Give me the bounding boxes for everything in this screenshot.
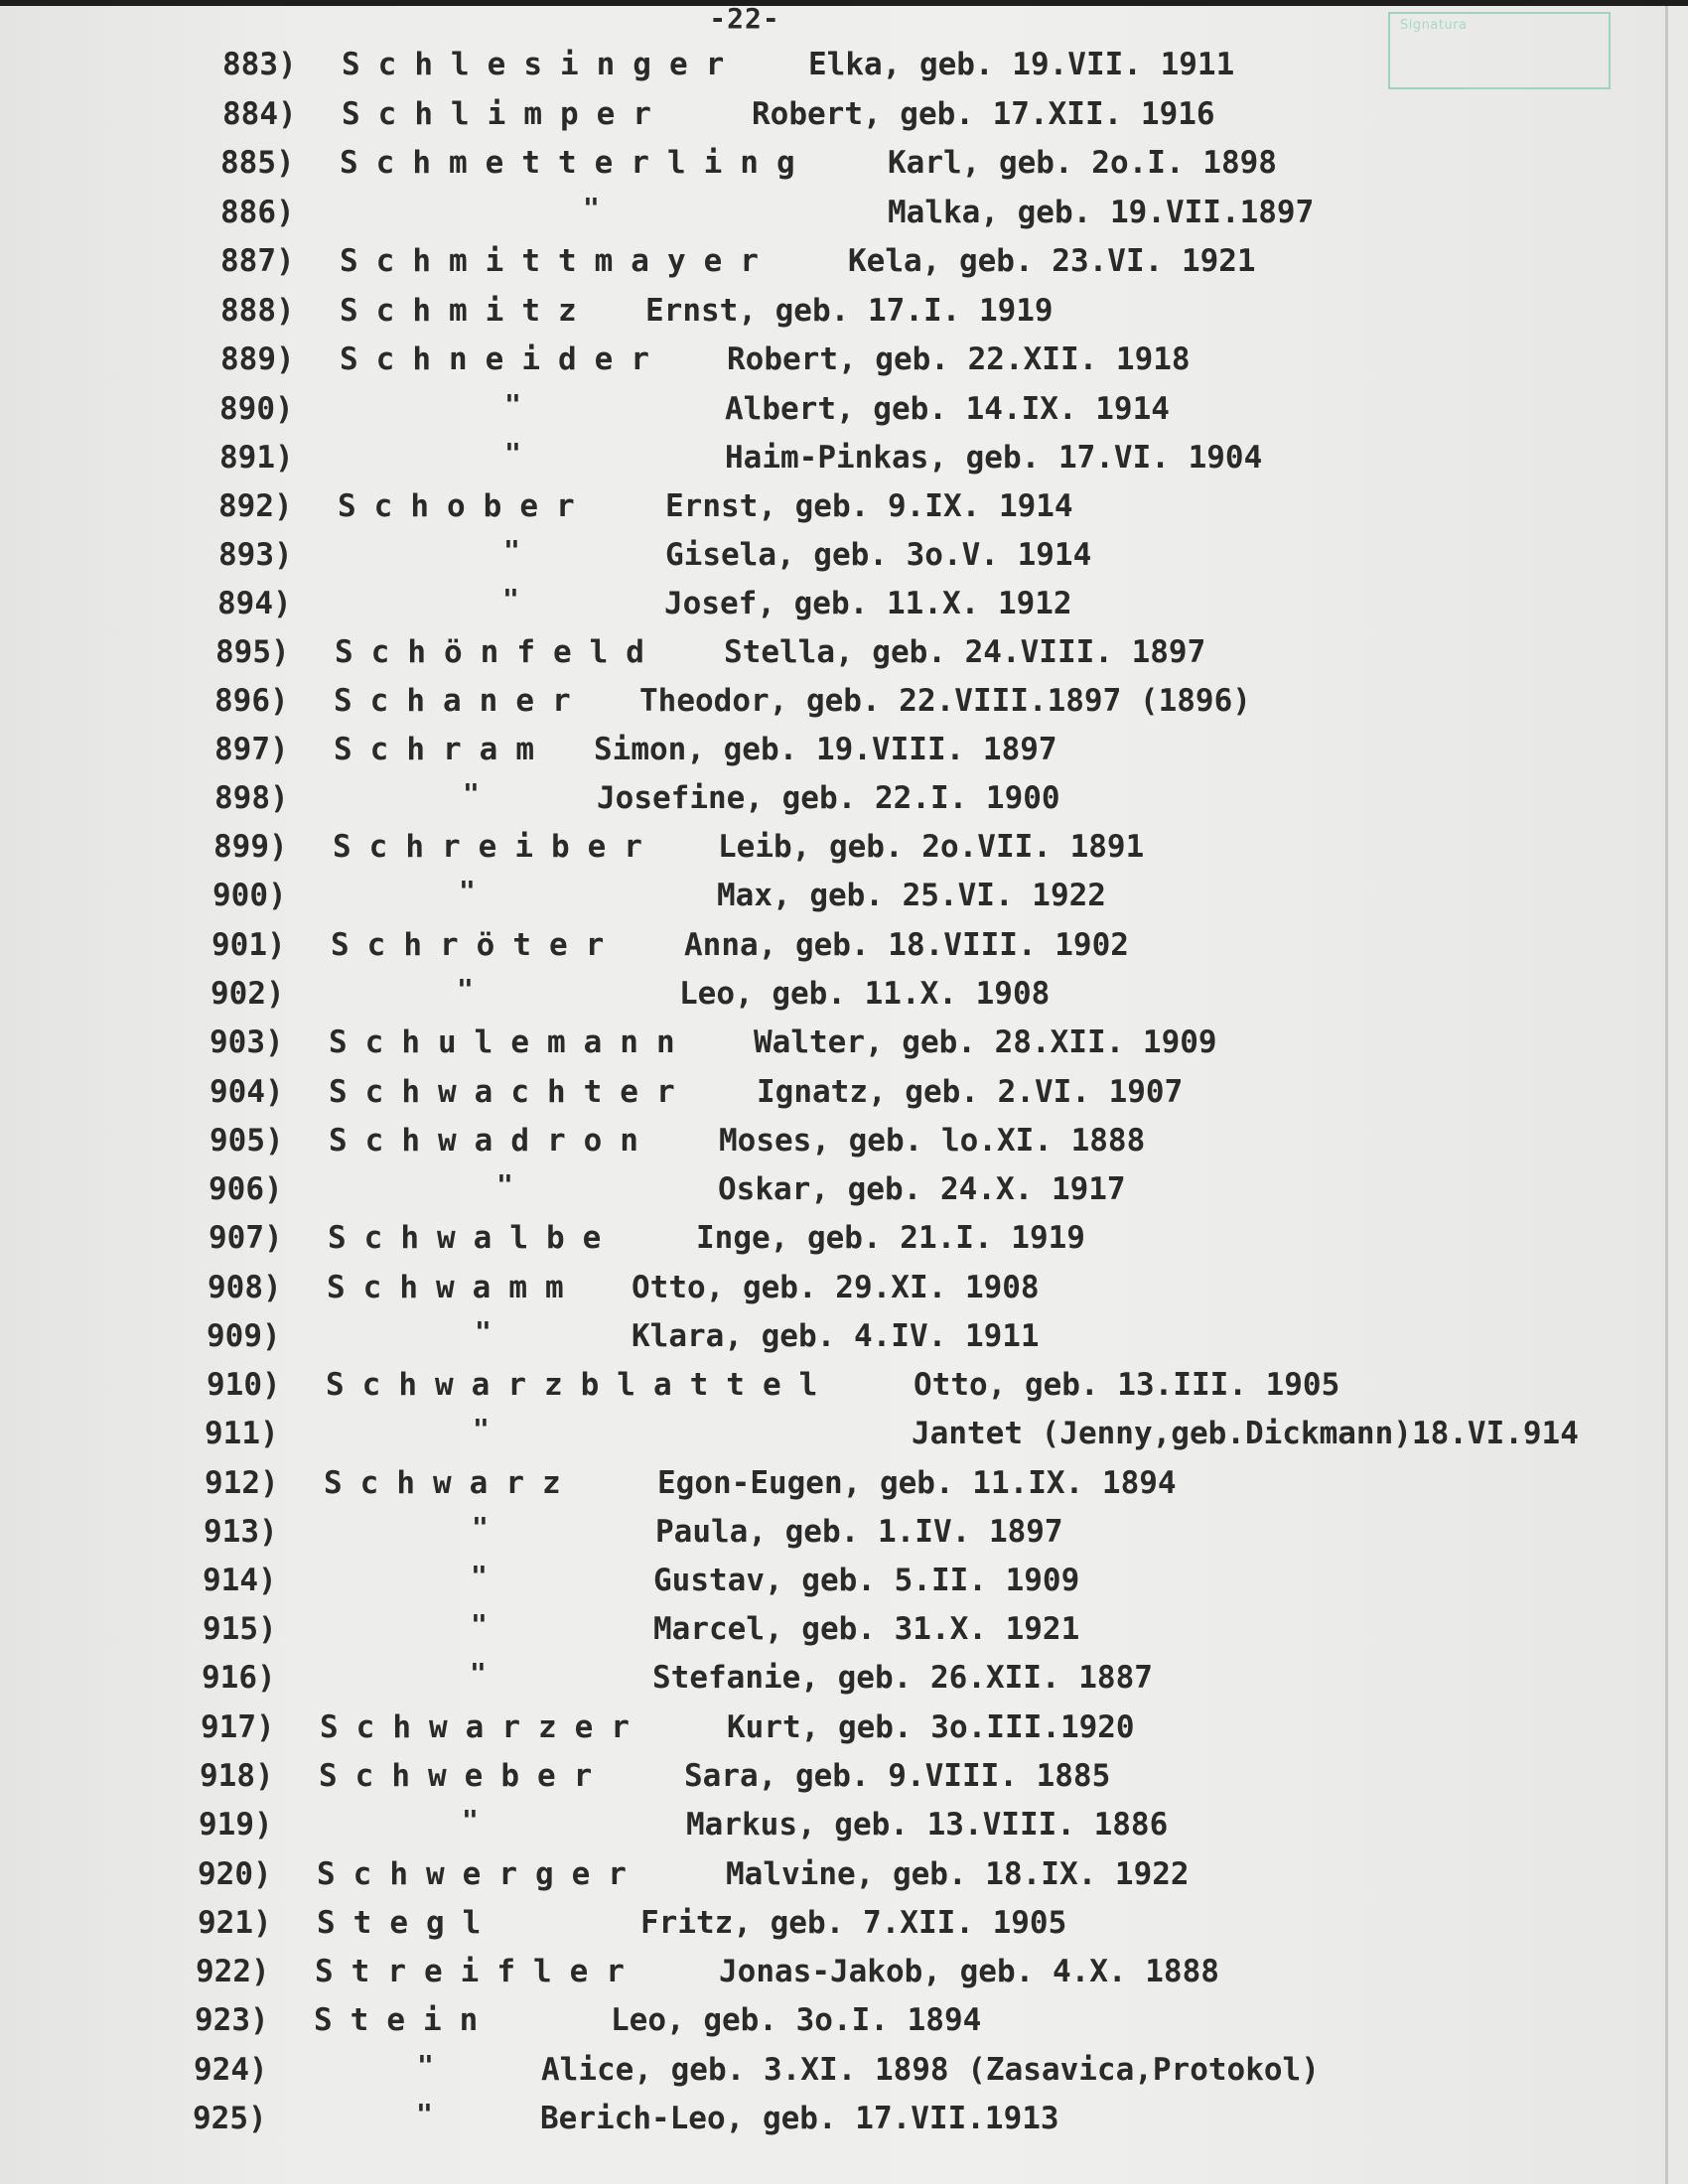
entry-number: 902) bbox=[211, 976, 285, 1012]
entry-surname: Stein bbox=[314, 2002, 496, 2038]
entry-details: Stefanie, geb. 26.XII. 1887 bbox=[652, 1660, 1153, 1696]
entry-details: Otto, geb. 29.XI. 1908 bbox=[632, 1270, 1040, 1305]
entry-number: 888) bbox=[220, 293, 295, 329]
entry-details: Fritz, geb. 7.XII. 1905 bbox=[640, 1905, 1067, 1941]
ditto-mark: " bbox=[583, 192, 600, 224]
list-item bbox=[210, 1021, 1658, 1064]
ditto-mark: " bbox=[504, 437, 521, 470]
entry-number: 916) bbox=[202, 1660, 276, 1696]
list-item bbox=[207, 1363, 1658, 1407]
entry-number: 906) bbox=[209, 1171, 283, 1207]
list-item bbox=[208, 1266, 1658, 1309]
ditto-mark: " bbox=[496, 1168, 513, 1201]
list-item bbox=[194, 2048, 1658, 2092]
entry-details: Markus, geb. 13.VIII. 1886 bbox=[686, 1807, 1169, 1843]
entry-surname: Schönfeld bbox=[335, 634, 662, 670]
list-item bbox=[201, 1706, 1658, 1749]
entry-surname: Stegl bbox=[317, 1905, 499, 1941]
ditto-mark: " bbox=[502, 583, 519, 615]
entry-details: Alice, geb. 3.XI. 1898 (Zasavica,Protokol) bbox=[541, 2052, 1320, 2088]
entry-details: Ignatz, geb. 2.VI. 1907 bbox=[757, 1074, 1184, 1110]
entry-details: Ernst, geb. 9.IX. 1914 bbox=[665, 488, 1073, 524]
scan-top-edge bbox=[0, 0, 1688, 6]
entry-number: 886) bbox=[220, 195, 295, 230]
list-item bbox=[202, 1656, 1658, 1700]
list-item bbox=[205, 1412, 1658, 1455]
list-item bbox=[204, 1510, 1658, 1554]
ditto-mark: " bbox=[471, 1560, 488, 1592]
entry-details: Ernst, geb. 17.I. 1919 bbox=[645, 293, 1054, 329]
list-item bbox=[193, 2097, 1658, 2140]
entry-details: Josef, geb. 11.X. 1912 bbox=[664, 586, 1072, 621]
entry-number: 905) bbox=[210, 1123, 284, 1159]
entry-details: Anna, geb. 18.VIII. 1902 bbox=[684, 927, 1129, 963]
entry-surname: Schwadron bbox=[329, 1123, 656, 1159]
entry-details: Elka, geb. 19.VII. 1911 bbox=[808, 47, 1235, 82]
entry-details: Jantet (Jenny,geb.Dickmann)18.VI.914 bbox=[912, 1416, 1579, 1451]
list-item bbox=[209, 1167, 1658, 1211]
ditto-mark: " bbox=[417, 2049, 434, 2082]
ditto-mark: " bbox=[457, 973, 474, 1006]
list-item bbox=[222, 43, 1658, 86]
entry-details: Gustav, geb. 5.II. 1909 bbox=[653, 1563, 1080, 1598]
entry-number: 890) bbox=[219, 391, 294, 427]
entry-details: Leib, geb. 2o.VII. 1891 bbox=[718, 829, 1145, 865]
list-item bbox=[213, 825, 1658, 869]
entry-details: Leo, geb. 11.X. 1908 bbox=[679, 976, 1051, 1012]
entry-number: 892) bbox=[218, 488, 293, 524]
entry-surname: Schwerger bbox=[317, 1856, 644, 1892]
entry-details: Max, geb. 25.VI. 1922 bbox=[717, 878, 1106, 913]
list-item bbox=[220, 141, 1658, 185]
list-item bbox=[218, 484, 1658, 528]
list-item bbox=[199, 1803, 1658, 1846]
entry-number: 925) bbox=[193, 2101, 267, 2136]
list-item bbox=[200, 1754, 1658, 1798]
ditto-mark: " bbox=[472, 1511, 489, 1544]
list-item bbox=[220, 338, 1658, 381]
entry-number: 893) bbox=[218, 537, 293, 573]
list-item bbox=[219, 387, 1658, 431]
entry-surname: Schröter bbox=[331, 927, 623, 963]
entry-number: 899) bbox=[213, 829, 288, 865]
entry-number: 883) bbox=[222, 47, 297, 82]
entry-number: 903) bbox=[210, 1024, 284, 1060]
entry-surname: Schneider bbox=[340, 341, 667, 377]
entry-surname: Schwachter bbox=[329, 1074, 693, 1110]
list-item bbox=[214, 728, 1658, 771]
list-item bbox=[196, 1950, 1658, 1993]
list-item bbox=[209, 1216, 1658, 1260]
entry-details: Jonas-Jakob, geb. 4.X. 1888 bbox=[719, 1954, 1219, 1989]
list-item bbox=[215, 630, 1658, 674]
list-item bbox=[214, 776, 1658, 820]
entry-number: 918) bbox=[200, 1758, 274, 1794]
entry-details: Karl, geb. 2o.I. 1898 bbox=[888, 145, 1277, 181]
list-item bbox=[218, 533, 1658, 577]
list-item bbox=[198, 1901, 1658, 1945]
entry-number: 887) bbox=[220, 243, 295, 279]
list-item bbox=[220, 239, 1658, 283]
ditto-mark: " bbox=[470, 1657, 487, 1690]
entry-details: Haim-Pinkas, geb. 17.VI. 1904 bbox=[725, 440, 1263, 476]
entry-details: Otto, geb. 13.III. 1905 bbox=[914, 1367, 1340, 1403]
entry-surname: Schlimper bbox=[342, 96, 669, 132]
list-item bbox=[203, 1559, 1658, 1602]
entry-number: 921) bbox=[198, 1905, 272, 1941]
entry-number: 885) bbox=[220, 145, 295, 181]
entry-details: Klara, geb. 4.IV. 1911 bbox=[632, 1318, 1040, 1354]
ditto-mark: " bbox=[504, 388, 521, 421]
ditto-mark: " bbox=[471, 1608, 488, 1641]
entry-number: 889) bbox=[220, 341, 295, 377]
entry-number: 923) bbox=[195, 2002, 269, 2038]
stamp-label: Signatura bbox=[1400, 18, 1468, 33]
list-item bbox=[214, 679, 1658, 723]
entry-surname: Schulemann bbox=[329, 1024, 693, 1060]
entry-number: 909) bbox=[207, 1318, 281, 1354]
entry-surname: Schram bbox=[334, 732, 552, 767]
entry-details: Kela, geb. 23.VI. 1921 bbox=[848, 243, 1256, 279]
list-item bbox=[219, 436, 1658, 479]
entry-details: Oskar, geb. 24.X. 1917 bbox=[718, 1171, 1126, 1207]
entry-details: Robert, geb. 22.XII. 1918 bbox=[727, 341, 1191, 377]
ditto-mark: " bbox=[473, 1413, 490, 1445]
entry-surname: Schmittmayer bbox=[340, 243, 776, 279]
entry-details: Paula, geb. 1.IV. 1897 bbox=[655, 1514, 1063, 1550]
entry-number: 895) bbox=[215, 634, 290, 670]
entry-number: 910) bbox=[207, 1367, 281, 1403]
entry-number: 891) bbox=[219, 440, 294, 476]
ditto-mark: " bbox=[463, 777, 480, 810]
entry-surname: Schlesinger bbox=[342, 47, 743, 82]
entry-number: 901) bbox=[211, 927, 286, 963]
entry-surname: Schweber bbox=[319, 1758, 611, 1794]
entry-surname: Schober bbox=[338, 488, 593, 524]
entry-number: 924) bbox=[194, 2052, 268, 2088]
entry-details: Egon-Eugen, geb. 11.IX. 1894 bbox=[657, 1465, 1177, 1501]
entry-details: Robert, geb. 17.XII. 1916 bbox=[752, 96, 1215, 132]
list-item bbox=[205, 1461, 1658, 1505]
list-item bbox=[220, 289, 1658, 333]
entry-number: 913) bbox=[204, 1514, 278, 1550]
list-item bbox=[207, 1314, 1658, 1358]
entry-number: 907) bbox=[209, 1220, 283, 1256]
list-item bbox=[195, 1998, 1658, 2042]
entry-number: 922) bbox=[196, 1954, 270, 1989]
entry-number: 919) bbox=[199, 1807, 273, 1843]
entry-number: 904) bbox=[210, 1074, 284, 1110]
ditto-mark: " bbox=[462, 1804, 479, 1837]
ditto-mark: " bbox=[459, 875, 476, 907]
entry-details: Sara, geb. 9.VIII. 1885 bbox=[684, 1758, 1111, 1794]
entry-surname: Schwarz bbox=[324, 1465, 579, 1501]
entry-number: 911) bbox=[205, 1416, 279, 1451]
list-item bbox=[211, 972, 1658, 1016]
list-item bbox=[210, 1070, 1658, 1114]
entry-details: Gisela, geb. 3o.V. 1914 bbox=[665, 537, 1092, 573]
entry-number: 914) bbox=[203, 1563, 277, 1598]
entry-details: Marcel, geb. 31.X. 1921 bbox=[653, 1611, 1080, 1647]
entry-surname: Schreiber bbox=[333, 829, 660, 865]
list-item bbox=[203, 1607, 1658, 1651]
ditto-mark: " bbox=[416, 2098, 433, 2130]
list-item bbox=[211, 923, 1658, 967]
list-item bbox=[198, 1852, 1658, 1896]
entry-number: 917) bbox=[201, 1709, 275, 1745]
entry-surname: Schwalbe bbox=[328, 1220, 620, 1256]
entry-number: 915) bbox=[203, 1611, 277, 1647]
list-item bbox=[220, 191, 1658, 234]
entry-details: Walter, geb. 28.XII. 1909 bbox=[754, 1024, 1217, 1060]
entry-details: Leo, geb. 3o.I. 1894 bbox=[611, 2002, 982, 2038]
entry-details: Theodor, geb. 22.VIII.1897 (1896) bbox=[639, 683, 1251, 719]
entry-number: 896) bbox=[214, 683, 289, 719]
ditto-mark: " bbox=[475, 1315, 492, 1348]
entry-details: Albert, geb. 14.IX. 1914 bbox=[725, 391, 1170, 427]
entry-number: 900) bbox=[212, 878, 287, 913]
entry-details: Malvine, geb. 18.IX. 1922 bbox=[726, 1856, 1190, 1892]
entry-details: Malka, geb. 19.VII.1897 bbox=[888, 195, 1315, 230]
entry-surname: Schwamm bbox=[327, 1270, 582, 1305]
entry-number: 920) bbox=[198, 1856, 272, 1892]
entry-surname: Schmitz bbox=[340, 293, 595, 329]
entry-number: 897) bbox=[214, 732, 289, 767]
entry-surname: Schaner bbox=[334, 683, 589, 719]
entry-surname: Streifler bbox=[315, 1954, 642, 1989]
list-item bbox=[210, 1119, 1658, 1162]
entry-number: 884) bbox=[222, 96, 297, 132]
entry-number: 908) bbox=[208, 1270, 282, 1305]
entry-details: Inge, geb. 21.I. 1919 bbox=[696, 1220, 1085, 1256]
list-item bbox=[217, 582, 1658, 625]
entry-details: Simon, geb. 19.VIII. 1897 bbox=[594, 732, 1057, 767]
entry-number: 894) bbox=[217, 586, 292, 621]
list-item bbox=[222, 92, 1658, 136]
entry-details: Stella, geb. 24.VIII. 1897 bbox=[724, 634, 1206, 670]
entry-number: 898) bbox=[214, 780, 289, 816]
entry-details: Moses, geb. lo.XI. 1888 bbox=[719, 1123, 1146, 1159]
ditto-mark: " bbox=[503, 534, 520, 567]
page-number: -22- bbox=[709, 2, 780, 35]
entry-number: 912) bbox=[205, 1465, 279, 1501]
list-item bbox=[212, 874, 1658, 917]
entry-surname: Schmetterling bbox=[340, 145, 813, 181]
entry-details: Berich-Leo, geb. 17.VII.1913 bbox=[540, 2101, 1059, 2136]
entry-surname: Schwarzblattel bbox=[326, 1367, 836, 1403]
entry-details: Josefine, geb. 22.I. 1900 bbox=[597, 780, 1060, 816]
entry-details: Kurt, geb. 3o.III.1920 bbox=[727, 1709, 1135, 1745]
entry-surname: Schwarzer bbox=[320, 1709, 647, 1745]
